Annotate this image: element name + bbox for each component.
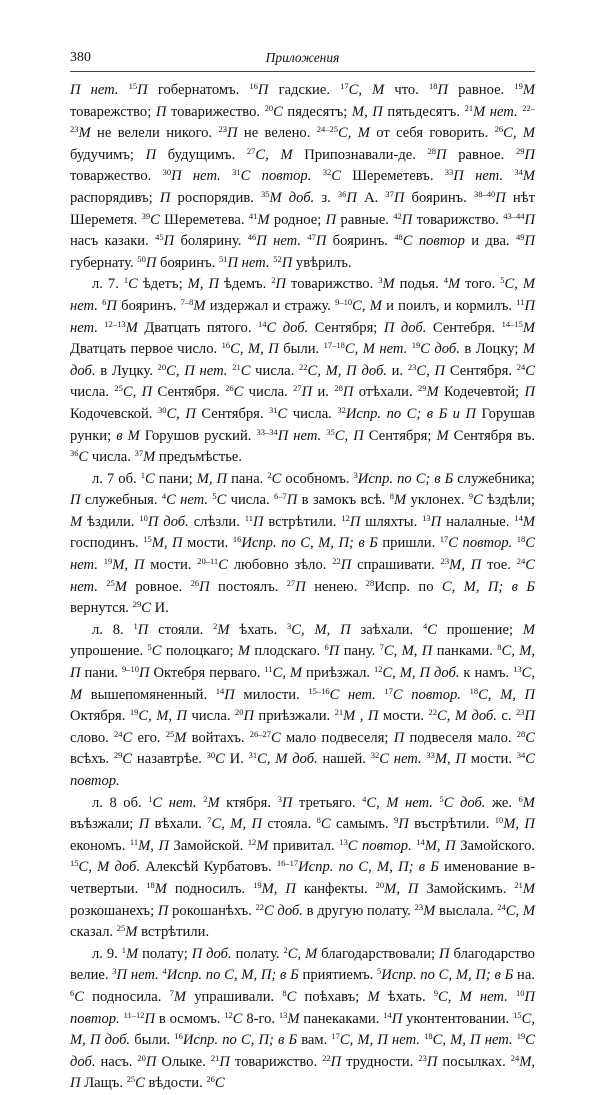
footnote-apparatus [70,80,535,1095]
paragraph-text: $^1$С нет. $^2$М ктября. $^3$П третьяго. $^4$С, М нет. $^5$С доб. же. $^6$М въѣзжали; П вѣхали. $^7$С, М, П стояла. $^8$С самымъ. $^9$П въстрѣтили. $^{10}$М, П економъ. $^{11}$М, П Замойской. $^{12}$М привитал. $^{13}$С повтор. $^{14}$М, П Замойского. $^{15}$С, М доб. Алексѣй Курбатовъ. $^{16-17}$Испр. по С, М, П; в Б именование в-четвертыи. $^{18}$М подносилъ. $^{19}$М, П канфекты. $^{20}$М, П Замойскимъ. $^{21}$М розкошанехъ; П рокошанѣхъ. $^{22}$С доб. в другую полату. $^{23}$М выслала. $^{24}$С, М сказал. $^{25}$М встрѣтили. [70,793,536,941]
paragraph-text: $^1$С пани; М, П пана. $^2$С особномъ. $^3$Испр. по С; в Б служебника; П служебныя. $^4$С нет. $^5$С числа. $^{6-7}$П в замокъ всѣ. $^8$М уклонех. $^9$С ѣздѣли; М ѣздили. $^{10}$П доб. слѣзли. $^{11}$П встрѣтили. $^{12}$П шляхты. $^{13}$П налалные. $^{14}$М господинъ. $^{15}$М, П мости. $^{16}$Испр. по С, М, П; в Б пришли. $^{17}$С повтор. $^{18}$С нет. $^{19}$М, П мости. $^{20-11}$С любовно зѣло. $^{22}$П спрашивати. $^{23}$М, П тое. $^{24}$С нет. $^{25}$М ровное. $^{26}$П постоялъ. $^{27}$П ненею. $^{28}$Испр. по С, М, П; в Б вернутся. $^{29}$С И. [70,469,536,617]
folio-label: л. 9. [92,945,118,962]
paragraph-text: $^1$П стояли. $^2$М ѣхать. $^3$С, М, П заѣхали. $^4$С прошение; М упрошение. $^5$С полоцкаго; М плодскаго. $^6$П пану. $^7$С, М, П панками. $^8$С, М, П пани. $^{9-10}$П Октебря перваго. $^{11}$С, М приѣзжал. $^{12}$С, М, П доб. к намъ. $^{13}$С, М вышепомяненный. $^{14}$П милости. $^{15-16}$С нет. $^{17}$С повтор. $^{18}$С, М, П Октября. $^{19}$С, М, П числа. $^{20}$П приѣзжали. $^{21}$М , П мости. $^{22}$С, М доб. с. $^{23}$П слово. $^{24}$С его. $^{25}$М войтахъ. $^{26-27}$С мало подвеселя; П подвеселя мало. $^{28}$С всѣхъ. $^{29}$С назавтрѣе. $^{30}$С И. $^{31}$С, М доб. нашей. $^{32}$С нет. $^{33}$М, П мости. $^{34}$С повтор. [70,620,536,789]
folio-label: л. 7. [92,276,119,293]
paragraph-text: $^1$С ѣдетъ; М, П ѣдемъ. $^2$П товарижство. $^3$М подья. $^4$М того. $^5$С, М нет. $^6$П бояринъ. $^{7-8}$М издержал и стражу. $^{9-10}$С, М и поилъ, и кормилъ. $^{11}$П нет. $^{12-13}$М Дватцать пятого. $^{14}$С доб. Сентября; П доб. Сентебря. $^{14-15}$М Дватцать первое число. $^{16}$С, М, П были. $^{17-18}$С, М нет. $^{19}$С доб. в Лоцку; М доб. в Луцку. $^{20}$С, П нет. $^{21}$С числа. $^{22}$С, М, П доб. и. $^{23}$С, П Сентября. $^{24}$С числа. $^{25}$С, П Сентября. $^{26}$С числа. $^{27}$П и. $^{28}$П отѣхали. $^{29}$М Кодечевтой; П Кодочевской. $^{30}$С, П Сентября. $^{31}$С числа. $^{32}$Испр. по С; в Б и П Горушав рунки; в М Горушов руский. $^{33-34}$П нет. $^{35}$С, П Сентября; М Сентября въ. $^{36}$С числа. $^{37}$М предъмѣстье. [70,275,536,466]
folio-label: л. 8. [92,621,124,638]
running-title: Приложения [265,50,340,65]
folio-label: л. 7 об. [92,470,137,487]
page-number: 380 [70,50,91,65]
paragraph-folio-8-verso [70,793,535,944]
paragraph-folio-8 [70,620,535,793]
paragraph-continuation [70,80,535,274]
paragraph-folio-7-verso [70,469,535,620]
paragraph-text: П нет. $^{15}$П гобернатомъ. $^{16}$П гадские. $^{17}$С, М что. $^{18}$П равное. $^{19}$М товарежство; П товарижество. $^{20}$С пядесятъ; М, П пятьдесятъ. $^{21}$М нет. $^{22-23}$М не велели никого. $^{23}$П не велено. $^{24-25}$С, М от себя говорить. $^{26}$С, М будучимъ; П будущимъ. $^{27}$С, М Припознавали-де. $^{28}$П равное. $^{29}$П товаржество. $^{30}$П нет. $^{31}$С повтор. $^{32}$С Шереметевъ. $^{33}$П нет. $^{34}$М распорядивъ; П роспорядив. $^{35}$М доб. з. $^{36}$П А. $^{37}$П бояринъ. $^{38-40}$П нѣт Шереметя. $^{39}$С Шереметева. $^{41}$М родное; П равные. $^{42}$П товарижство. $^{43-44}$П насъ казаки. $^{45}$П болярину. $^{46}$П нет. $^{47}$П бояринъ. $^{48}$С повтор и два. $^{49}$П губернату. $^{50}$П бояринъ. $^{51}$П нет. $^{52}$П увѣрилъ. [70,81,536,271]
paragraph-text: $^1$М полату; П доб. полату. $^2$С, М благодарствовали; П благодарство велие. $^3$П нет. $^4$Испр. по С, М, П; в Б приятиемъ. $^5$Испр. по С, М, П; в Б на. $^6$С подносила. $^7$М упрашивали. $^8$С поѣхавъ; М ѣхать. $^9$С, М нет. $^{10}$П повтор. $^{11-12}$П в осмомъ. $^{12}$С 8-го. $^{13}$М панекаками. $^{14}$П уконтентовании. $^{15}$С, М, П доб. были. $^{16}$Испр. по С, П; в Б вам. $^{17}$С, М, П нет. $^{18}$С, М, П нет. $^{19}$С доб. насъ. $^{20}$П Олыке. $^{21}$П товарижство. $^{22}$П трудности. $^{23}$П посылках. $^{24}$М, П Лащъ. $^{25}$С вѣдости. $^{26}$С [70,944,536,1092]
page-header [70,47,535,72]
folio-label: л. 8 об. [92,794,142,811]
paragraph-folio-7 [70,274,535,468]
paragraph-folio-9 [70,944,535,1095]
